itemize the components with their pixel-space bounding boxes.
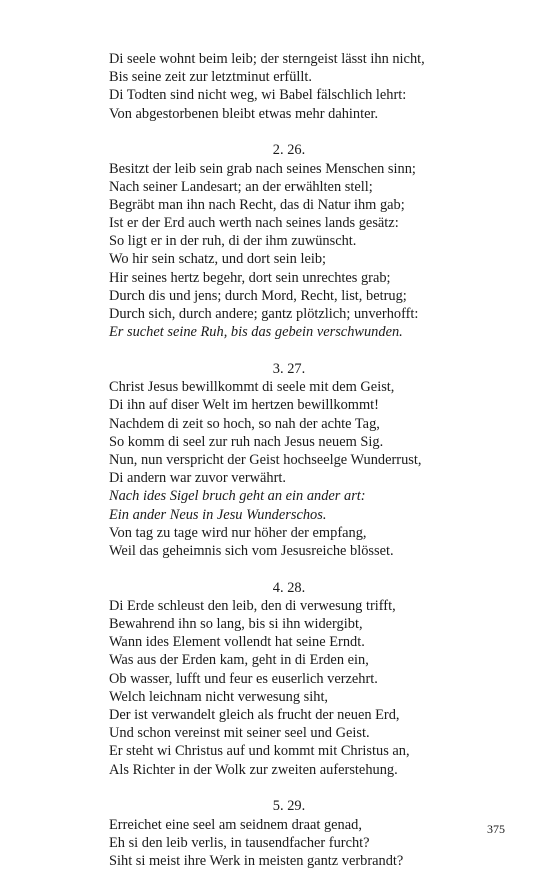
verse-line: Und schon vereinst mit seiner seel und Geist. [109, 725, 370, 742]
verse-line: Di Todten sind nicht weg, wi Babel fälschlich lehrt: [109, 87, 407, 104]
verse-line: Von abgestorbenen bleibt etwas mehr dahinter. [109, 105, 379, 122]
verse-line: Hir seines hertz begehr, dort sein unrechtes grab; [109, 269, 391, 286]
page-number: 375 [487, 822, 505, 836]
stanza-heading: 3. 27. [272, 361, 306, 377]
verse-line: Di seele wohnt beim leib; der sterngeist lässt ihn nicht, [109, 51, 425, 67]
stanza-5-29 [109, 797, 469, 870]
poem-body [109, 50, 469, 870]
verse-line: Besitzt der leib sein grab nach seines Menschen sinn; [109, 160, 416, 177]
verse-line: Als Richter in der Wolk zur zweiten auferstehung. [109, 761, 398, 778]
verse-line: Ein ander Neus in Jesu Wunderschos. [109, 506, 327, 523]
stanza-3-27 [109, 360, 469, 560]
intro-stanza [109, 50, 469, 123]
verse-line: Nachdem di zeit so hoch, so nah der achte Tag, [109, 415, 380, 432]
verse-line: Welch leichnam nicht verwesung siht, [109, 688, 329, 705]
stanza-heading: 2. 26. [272, 142, 306, 159]
verse-line: Durch dis und jens; durch Mord, Recht, list, betrug; [109, 287, 407, 304]
verse-line: Erreichet eine seel am seidnem draat genad, [109, 816, 362, 833]
verse-line: Was aus der Erden kam, geht in di Erden ein, [109, 652, 369, 669]
verse-line: Der ist verwandelt gleich als frucht der neuen Erd, [109, 706, 400, 723]
verse-line: So ligt er in der ruh, di der ihm zuwünscht. [109, 233, 357, 250]
stanza-heading: 5. 29. [272, 798, 306, 815]
verse-line: Nach seiner Landesart; an der erwählten stell; [109, 178, 373, 195]
verse-line: Er suchet seine Ruh, bis das gebein verschwunden. [109, 324, 403, 341]
verse-line: Wann ides Element vollendt hat seine Erndt. [109, 634, 365, 651]
verse-line: Eh si den leib verlis, in tausendfacher furcht? [109, 834, 370, 851]
verse-line: Durch sich, durch andere; gantz plötzlich; unverhofft: [109, 306, 419, 323]
verse-line: Bis seine zeit zur letztminut erfüllt. [109, 69, 313, 86]
verse-line: Christ Jesus bewillkommt di seele mit dem Geist, [109, 379, 395, 396]
verse-line: Nach ides Sigel bruch geht an ein ander art: [109, 488, 366, 505]
verse-line: So komm di seel zur ruh nach Jesus neuem Sig. [109, 433, 384, 450]
verse-line: Wo hir sein schatz, und dort sein leib; [109, 251, 327, 268]
verse-line: Di ihn auf diser Welt im hertzen bewillkommt! [109, 397, 379, 414]
verse-line: Bewahrend ihn so lang, bis si ihn widergibt, [109, 616, 363, 633]
stanza-2-26 [109, 141, 469, 341]
verse-line: Siht si meist ihre Werk in meisten gantz verbrandt? [109, 852, 404, 869]
verse-line: Er steht wi Christus auf und kommt mit Christus an, [109, 743, 410, 760]
verse-line: Begräbt man ihn nach Recht, das di Natur ihm gab; [109, 196, 405, 213]
verse-line: Von tag zu tage wird nur höher der empfang, [109, 524, 367, 541]
verse-line: Nun, nun verspricht der Geist hochseelge Wunderrust, [109, 451, 422, 468]
stanza-4-28 [109, 579, 469, 779]
stanza-heading: 4. 28. [272, 579, 306, 596]
verse-line: Ist er der Erd auch werth nach seines lands gesätz: [109, 215, 399, 232]
verse-line: Ob wasser, lufft und feur es euserlich verzehrt. [109, 670, 378, 687]
verse-line: Di andern war zuvor verwährt. [109, 470, 287, 487]
verse-line: Weil das geheimnis sich vom Jesusreiche blösset. [109, 542, 394, 559]
verse-line: Di Erde schleust den leib, den di verwesung trifft, [109, 597, 396, 614]
